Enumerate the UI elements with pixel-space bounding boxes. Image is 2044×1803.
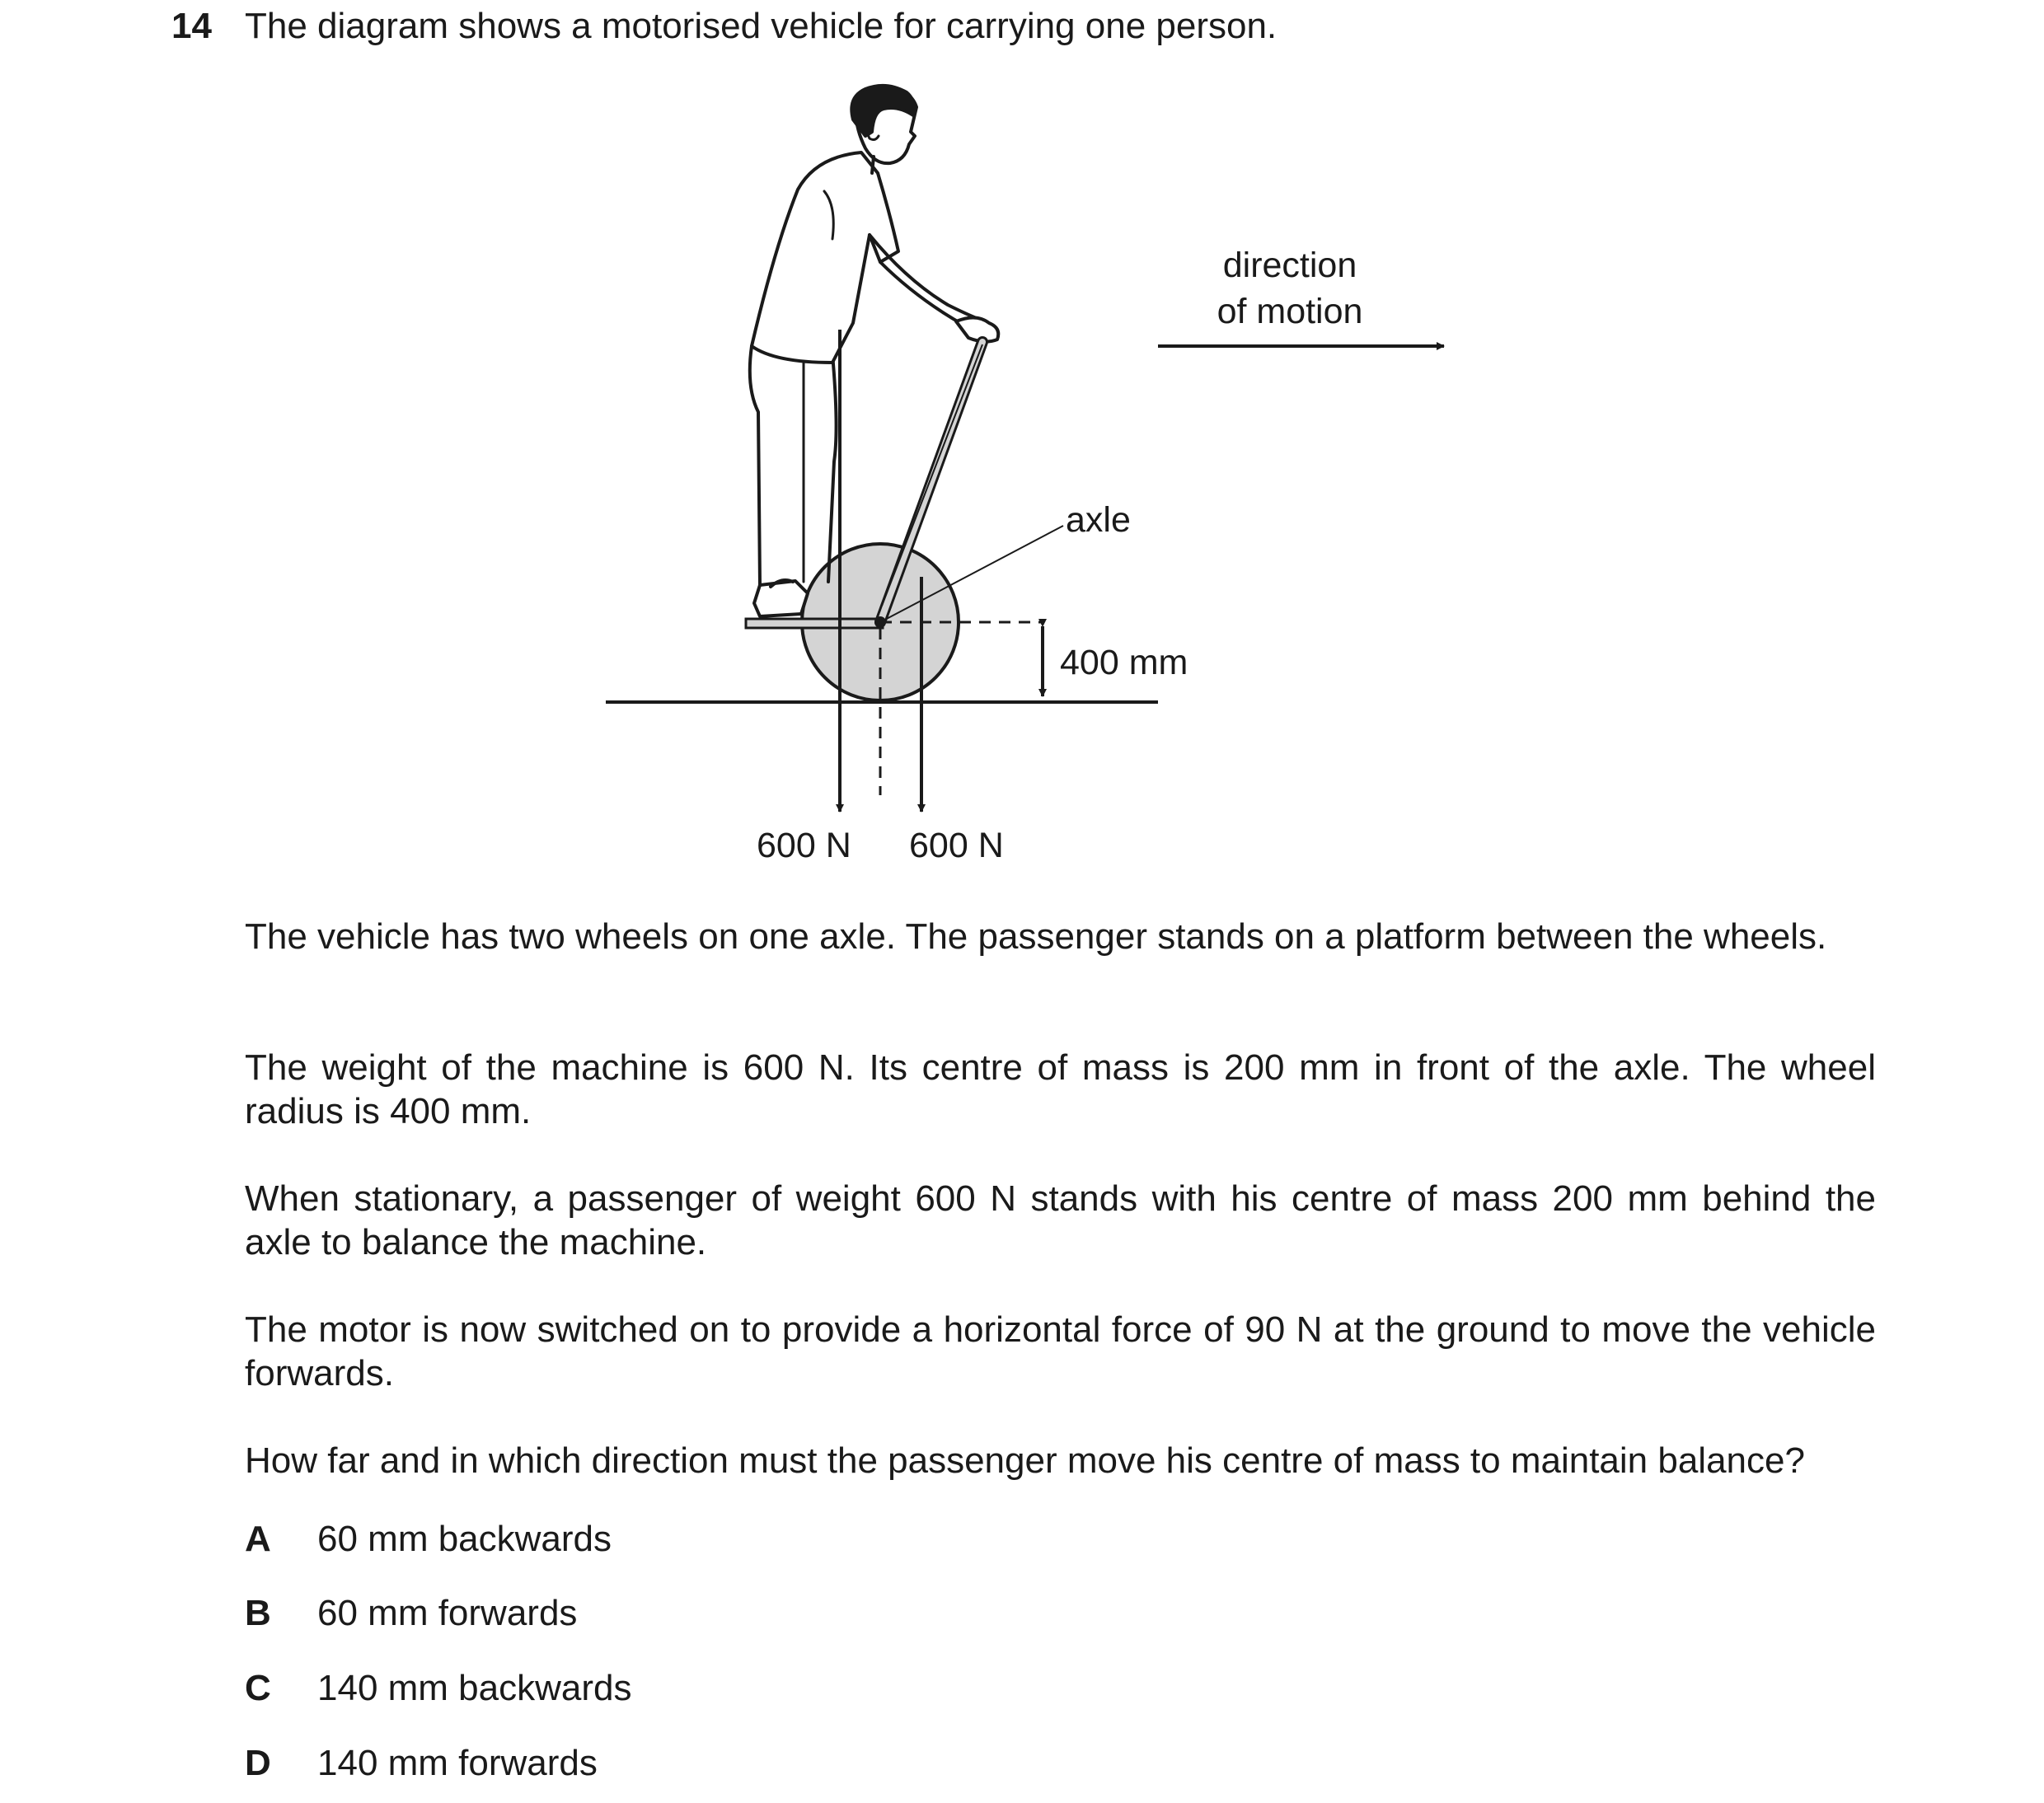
option-a-letter: A: [245, 1519, 271, 1559]
platform: [746, 619, 883, 628]
option-c-text: 140 mm backwards: [317, 1668, 632, 1708]
option-b-letter: B: [245, 1593, 271, 1633]
paragraph-passenger-balance: When stationary, a passenger of weight 600 N stands with his centre of mass 200 mm behind the axle to balance the machine.: [245, 1178, 1876, 1262]
option-a-text: 60 mm backwards: [317, 1519, 612, 1559]
option-a[interactable]: [245, 1516, 612, 1562]
paragraph-machine-weight: The weight of the machine is 600 N. Its centre of mass is 200 mm in front of the axle. The wheel radius is 400 mm.: [245, 1047, 1876, 1131]
paragraph-motor-force: The motor is now switched on to provide a horizontal force of 90 N at the ground to move the vehicle forwards.: [245, 1309, 1876, 1393]
paragraph-question: How far and in which direction must the passenger move his centre of mass to maintain balance?: [245, 1440, 1805, 1481]
direction-label-line1: direction: [1222, 246, 1357, 285]
paragraph-vehicle-description: The vehicle has two wheels on one axle. The passenger stands on a platform between the wheels.: [245, 916, 1827, 957]
question-number: 14: [171, 6, 212, 46]
vehicle-diagram: [0, 0, 2044, 890]
option-c[interactable]: [245, 1665, 631, 1712]
direction-label-line2: of motion: [1217, 292, 1363, 331]
option-d-letter: D: [245, 1743, 271, 1783]
passenger-figure: [750, 86, 998, 616]
option-d[interactable]: [245, 1740, 598, 1787]
radius-label: 400 mm: [1060, 643, 1188, 682]
force-left-label: 600 N: [757, 826, 851, 865]
option-c-letter: C: [245, 1668, 271, 1708]
option-d-text: 140 mm forwards: [317, 1743, 598, 1783]
option-b-text: 60 mm forwards: [317, 1593, 578, 1633]
question-stem: The diagram shows a motorised vehicle for carrying one person.: [245, 6, 1278, 46]
axle-label: axle: [1066, 500, 1131, 540]
force-right-label: 600 N: [909, 826, 1004, 865]
option-b[interactable]: [245, 1590, 577, 1637]
